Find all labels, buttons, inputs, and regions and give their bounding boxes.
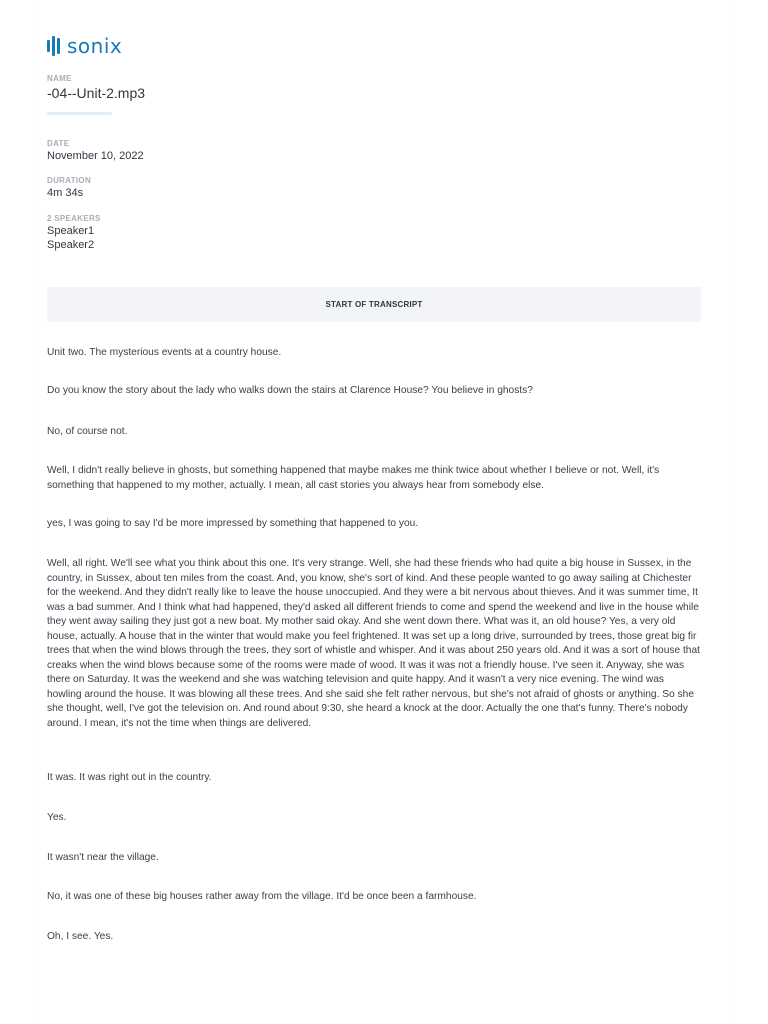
transcript-paragraph: No, it was one of these big houses rather away from the village. It'd be once been a farmhouse.: [47, 891, 477, 902]
speakers-label: 2 SPEAKERS: [47, 214, 101, 223]
name-label: NAME: [47, 74, 72, 83]
transcript-paragraph: yes, I was going to say I'd be more impressed by something that happened to you.: [47, 518, 419, 529]
transcript-start-label: START OF TRANSCRIPT: [325, 300, 423, 309]
date-value: November 10, 2022: [47, 150, 144, 162]
date-label: DATE: [47, 139, 70, 148]
brand-name: sonix: [67, 34, 123, 58]
speaker-item: Speaker2: [47, 239, 95, 251]
speakers-section: [47, 214, 697, 252]
file-name: -04--Unit-2.mp3: [47, 85, 146, 101]
duration-label: DURATION: [47, 176, 92, 185]
speaker-item: Speaker1: [47, 225, 95, 237]
waveform-icon: [47, 36, 60, 56]
transcript-paragraph: Do you know the story about the lady who walks down the stairs at Clarence House? You believe in ghosts?: [47, 385, 533, 396]
transcript-paragraph: Well, I didn't really believe in ghosts, but something happened that maybe makes me think twice about whether I believe or not. Well, it's something that happened to my mother, actually. I mean, all cast stories you always hear from somebody else.: [47, 465, 660, 491]
transcript-paragraph: Oh, I see. Yes.: [47, 931, 114, 942]
duration-value: 4m 34s: [47, 187, 84, 199]
duration-section: [47, 176, 697, 200]
transcript-paragraph: Yes.: [47, 812, 67, 823]
transcript-paragraph: It wasn't near the village.: [47, 852, 159, 863]
sonix-logo: [47, 34, 122, 58]
transcript-paragraph: Unit two. The mysterious events at a country house.: [47, 347, 282, 358]
date-section: [47, 139, 697, 163]
transcript-paragraph: Well, all right. We'll see what you think about this one. It's very strange. Well, she had these friends who had quite a big house in Sussex, in the country, in Sussex, about ten miles from the coast. And, you know, she's sort of kind. And these people wanted to go away sailing at Chichester for the weekend. And they didn't really like to leave the house unoccupied. And they were a bit nervous about thieves. And it was summer time, It was a bad summer. And I think what had happened, they'd asked all different friends to come and spend the weekend and live in the house while they went away sailing they just got a new boat. My mother said okay. And she went down there. What was it, an old house? Yes, a very old house, actually. A house that in the winter that would make you feel frightened. It was set up a long drive, surrounded by trees, those great big fir trees that when the wind blows through the trees, they sort of whistle and whisper. And it was about 250 years old. And it was a sort of house that creaks when the wind blows because some of the rooms were made of wood. It was it was not a friendly house. I've seen it. Anyway, she was there on Saturday. It was the weekend and she was watching television and quite happy. And it wasn't a very nice evening. The wind was howling around the house. It was blowing all these trees. And she said she felt rather nervous, but she's not afraid of ghosts or anything. So she she thought, well, I've got the television on. And round about 9:30, she heard a knock at the door. Actually the one that's funny. There's nobody around. I mean, it's not the time when things are delivered.: [47, 558, 700, 729]
transcript-paragraph: It was. It was right out in the country.: [47, 772, 212, 783]
transcript-start-banner: [47, 287, 701, 322]
name-underline: [47, 112, 112, 115]
transcript-paragraph: No, of course not.: [47, 426, 128, 437]
name-section: [47, 74, 697, 102]
